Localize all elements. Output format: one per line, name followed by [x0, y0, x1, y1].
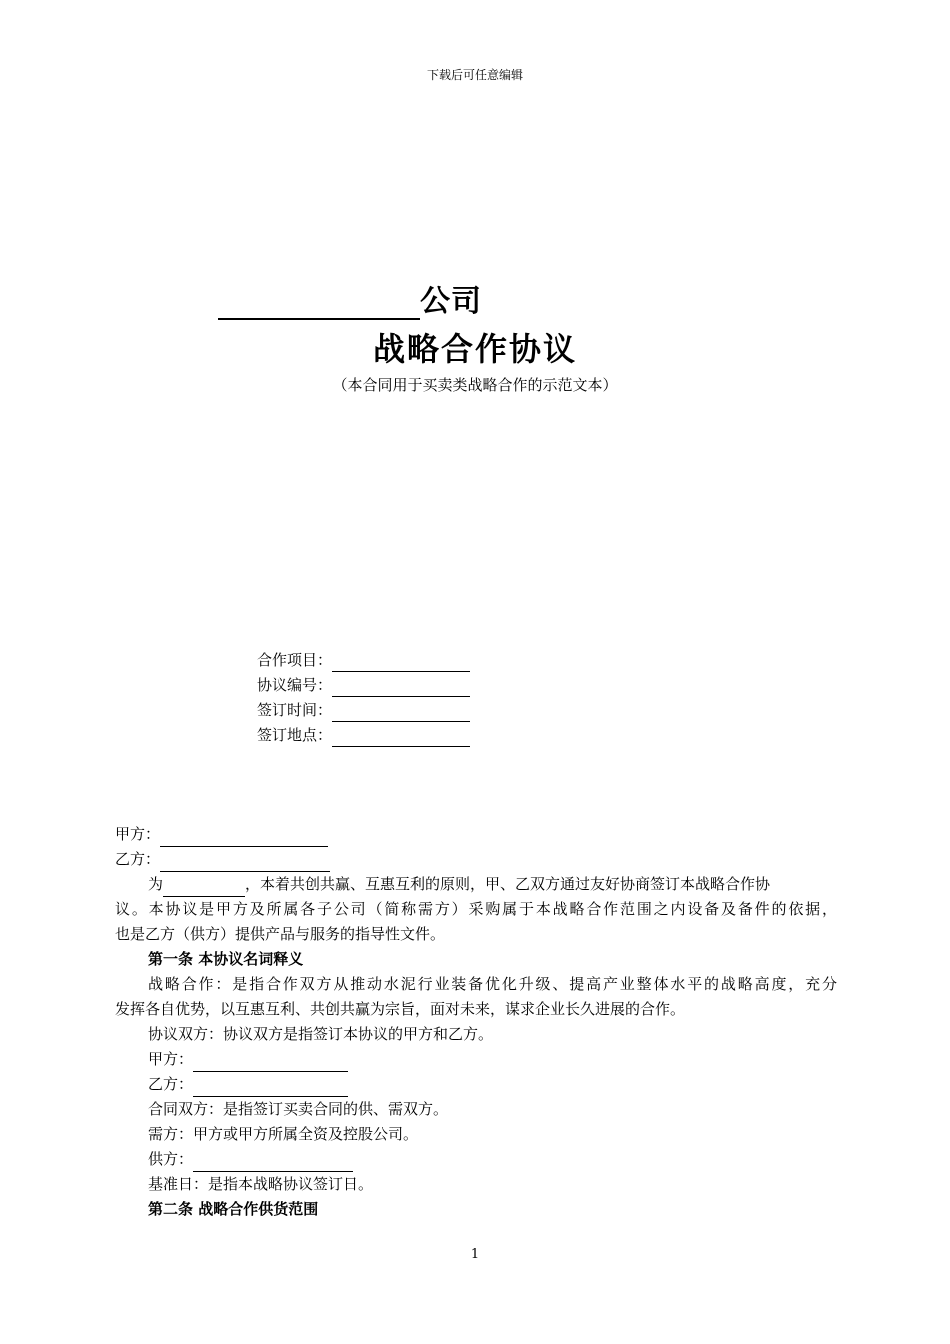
purpose-blank: [163, 878, 245, 897]
field-signing-place: [257, 723, 470, 747]
party-b-line: [115, 847, 837, 872]
field-blank: [332, 678, 470, 697]
page-header: 下载后可任意编辑: [426, 68, 523, 82]
base-date-definition: 基准日：是指本战略协议签订日。: [148, 1175, 374, 1193]
field-signing-time: [257, 698, 470, 722]
article-party-a-line: [148, 1047, 870, 1072]
field-blank: [332, 728, 470, 747]
preamble-lead: 为: [148, 875, 164, 893]
document-subtitle: （本合同用于买卖类战略合作的示范文本）: [332, 376, 618, 394]
article-party-a-label: 甲方：: [148, 1050, 194, 1068]
preamble-line1-rest: ，本着共创共赢、互惠互利的原则，甲、乙双方通过友好协商签订本战略合作协: [245, 875, 771, 893]
preamble-line-1: [148, 872, 837, 897]
company-name-blank: [218, 282, 420, 320]
field-label: 签订时间：: [257, 701, 333, 719]
strategic-definition-line-1: 战略合作：是指合作双方从推动水泥行业装备优化升级、提高产业整体水平的战略高度，充分: [148, 975, 837, 993]
company-name-line: [218, 278, 482, 320]
document-title: 战略合作协议: [372, 330, 577, 368]
party-a-blank: [160, 828, 328, 847]
party-b-blank: [160, 853, 330, 872]
party-a-line: [115, 822, 837, 847]
field-cooperation-project: [257, 648, 470, 672]
preamble-line-2: 议。本协议是甲方及所属各子公司（简称需方）采购属于本战略合作范围之内设备及备件的依据，: [115, 900, 837, 918]
article-party-b-label: 乙方：: [148, 1075, 194, 1093]
parties-definition: 协议双方：协议双方是指签订本协议的甲方和乙方。: [148, 1025, 494, 1043]
article-party-b-blank: [193, 1078, 348, 1097]
contract-parties-definition: 合同双方：是指签订买卖合同的供、需双方。: [148, 1100, 449, 1118]
company-suffix: 公司: [420, 284, 482, 319]
preamble-line-3: 也是乙方（供方）提供产品与服务的指导性文件。: [115, 925, 446, 943]
article-2-heading: 第二条 战略合作供货范围: [148, 1200, 319, 1218]
field-blank: [332, 703, 470, 722]
field-agreement-number: [257, 673, 470, 697]
field-label: 合作项目：: [257, 651, 333, 669]
supplier-line: [148, 1147, 870, 1172]
field-label: 协议编号：: [257, 676, 333, 694]
strategic-definition-line-2: 发挥各自优势，以互惠互利、共创共赢为宗旨，面对未来，谋求企业长久进展的合作。: [115, 1000, 686, 1018]
supplier-blank: [193, 1153, 353, 1172]
party-a-label: 甲方：: [115, 825, 161, 843]
supplier-label: 供方：: [148, 1150, 194, 1168]
article-party-b-line: [148, 1072, 870, 1097]
article-party-a-blank: [193, 1053, 348, 1072]
field-label: 签订地点：: [257, 726, 333, 744]
party-b-label: 乙方：: [115, 850, 161, 868]
field-blank: [332, 653, 470, 672]
page-number: 1: [470, 1247, 480, 1262]
article-1-heading: 第一条 本协议名词释义: [148, 950, 304, 968]
buyer-definition: 需方：甲方或甲方所属全资及控股公司。: [148, 1125, 419, 1143]
